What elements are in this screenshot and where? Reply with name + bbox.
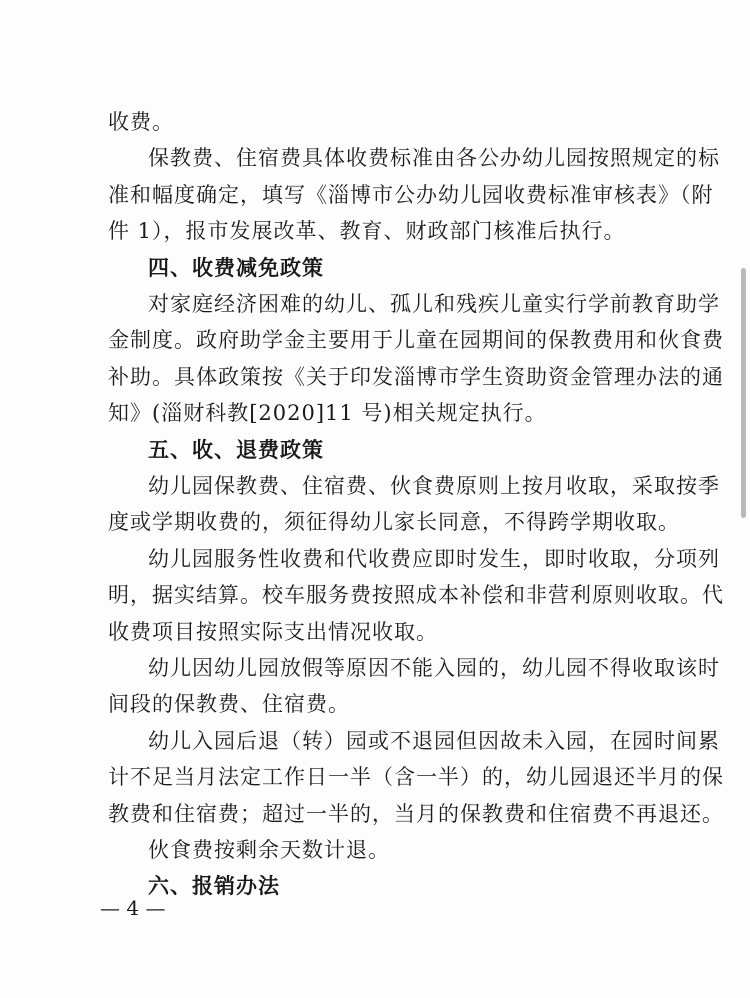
page-number: — 4 — (100, 896, 166, 920)
paragraph-line: 幼儿园服务性收费和代收费应即时发生，即时收取，分项列 (148, 546, 720, 571)
paragraph-line: 保教费、住宿费具体收费标准由各公办幼儿园按照规定的标 (148, 146, 720, 171)
paragraph-line: 幼儿园保教费、住宿费、伙食费原则上按月收取，采取按季 (148, 474, 720, 498)
paragraph-line: 教费和住宿费；超过一半的，当月的保教费和住宿费不再退还。 (108, 801, 724, 826)
paragraph-line: 知》(淄财科教[2020]11 号)相关规定执行。 (108, 401, 547, 426)
paragraph-line: 补助。具体政策按《关于印发淄博市学生资助资金管理办法的通 (108, 364, 724, 389)
section-heading-5: 五、收、退费政策 (148, 437, 324, 462)
paragraph-line: 间段的保教费、住宿费。 (108, 692, 350, 717)
paragraph-line: 收费。 (108, 110, 174, 134)
paragraph-line: 金制度。政府助学金主要用于儿童在园期间的保教费用和伙食费 (108, 328, 724, 353)
section-heading-6: 六、报销办法 (148, 874, 280, 899)
paragraph-line: 幼儿因幼儿园放假等原因不能入园的，幼儿园不得收取该时 (148, 656, 720, 680)
paragraph-line: 对家庭经济困难的幼儿、孤儿和残疾儿童实行学前教育助学 (148, 292, 720, 316)
paragraph-line: 伙食费按剩余天数计退。 (148, 838, 390, 862)
paragraph-line: 计不足当月法定工作日一半（含一半）的，幼儿园退还半月的保 (108, 765, 724, 790)
paragraph-line: 准和幅度确定，填写《淄博市公办幼儿园收费标准审核表》（附 (108, 182, 714, 207)
paragraph-line: 收费项目按照实际支出情况收取。 (108, 619, 438, 644)
paragraph-line: 件 1），报市发展改革、教育、财政部门核准后执行。 (108, 219, 626, 244)
paragraph-line: 幼儿入园后退（转）园或不退园但因故未入园，在园时间累 (148, 728, 720, 753)
paragraph-line: 明，据实结算。校车服务费按照成本补偿和非营利原则收取。代 (108, 583, 724, 608)
vertical-scrollbar[interactable] (741, 268, 746, 518)
section-heading-4: 四、收费减免政策 (148, 255, 324, 280)
paragraph-line: 度或学期收费的，须征得幼儿家长同意，不得跨学期收取。 (108, 510, 680, 535)
